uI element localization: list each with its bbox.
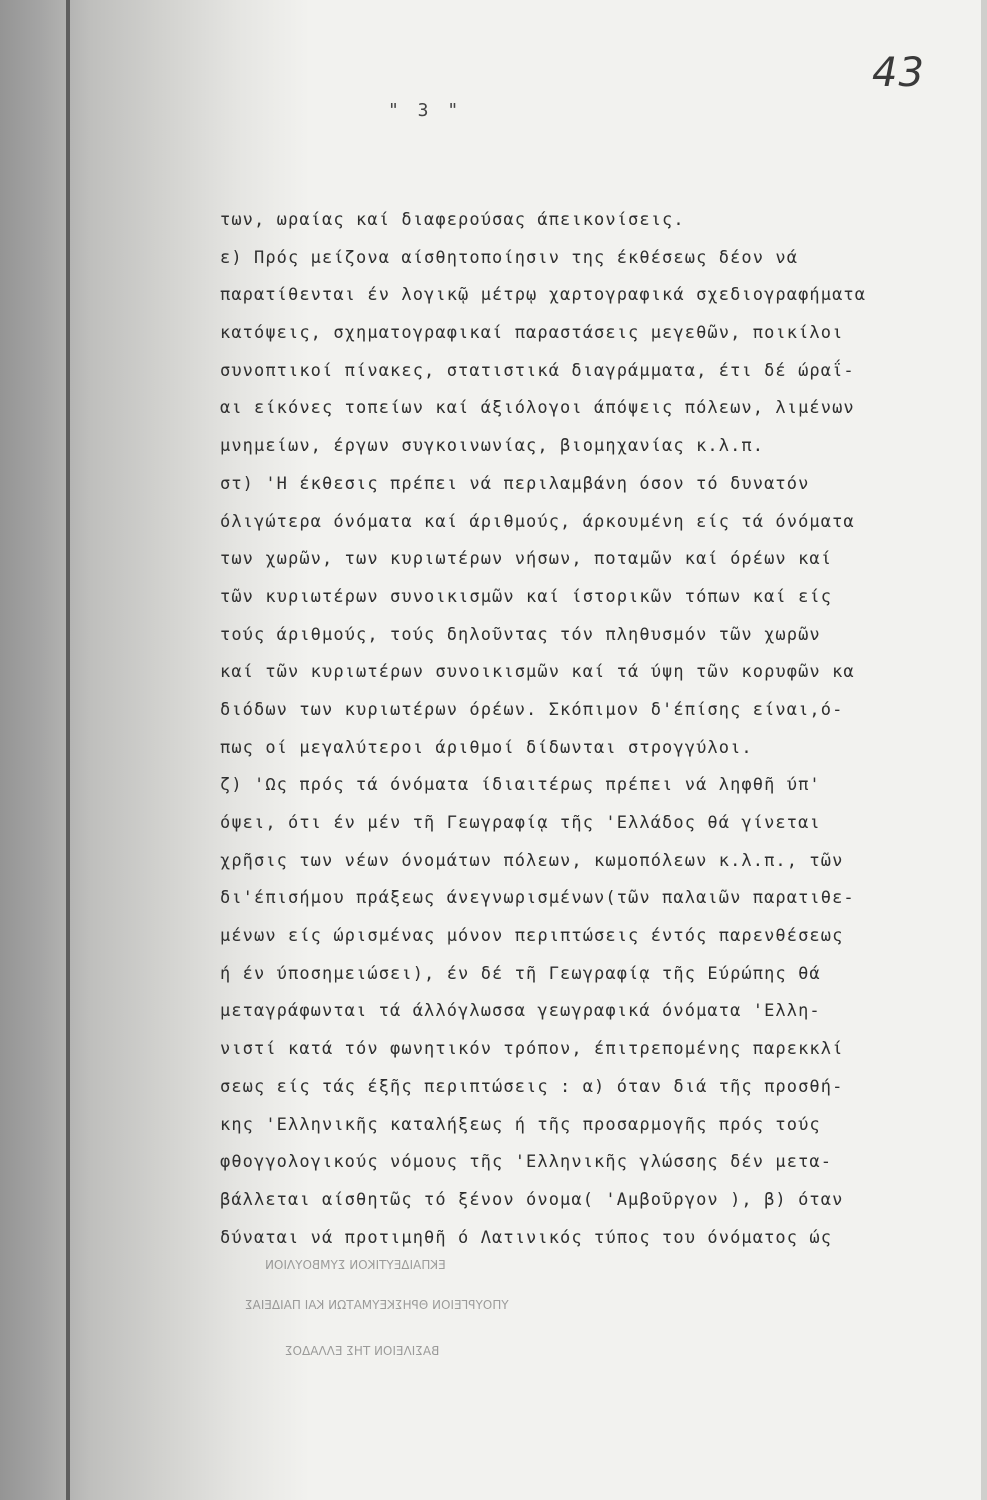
text-line: χρῆσις των νέων όνομάτων πόλεων, κωμοπόλεων κ.λ.π., τῶν (220, 850, 844, 871)
text-line: των χωρῶν, των κυριωτέρων νήσων, ποταμῶν καί όρέων καί (220, 549, 833, 570)
typed-body-text (220, 202, 980, 1257)
official-stamp (245, 1258, 625, 1378)
text-line: μεταγράφωνται τά άλλόγλωσσα γεωγραφικά όνόματα 'Ελλη- (220, 1001, 821, 1022)
text-line: ε) Πρός μείζονα αίσθητοποίησιν της έκθέσεως δέον νά (220, 247, 799, 268)
stamp-line-1: ΕΚΠΑΙΔΕΥΤΙΚΟΝ ΣΥΜΒΟΥΛΙΟΝ (265, 1258, 446, 1272)
text-line: νιστί κατά τόν φωνητικόν τρόπον, έπιτρεπομένης παρεκκλί (220, 1039, 844, 1060)
page-marker: " 3 " (388, 100, 463, 121)
handwritten-page-number: 43 (872, 50, 925, 96)
text-line: κης 'Ελληνικῆς καταλήξεως ή τῆς προσαρμογῆς πρός τούς (220, 1114, 821, 1135)
text-line: συνοπτικοί πίνακες, στατιστικά διαγράμματα, έτι δέ ώραΐ- (220, 360, 855, 381)
text-line: όλιγώτερα όνόματα καί άριθμούς, άρκουμένη είς τά όνόματα (220, 511, 855, 532)
text-line: πως οί μεγαλύτεροι άριθμοί δίδωνται στρογγύλοι. (220, 737, 753, 758)
text-line: στ) 'Η έκθεσις πρέπει νά περιλαμβάνη όσον τό δυνατόν (220, 473, 810, 494)
text-line: ή έν ύποσημειώσει), έν δέ τῆ Γεωγραφίᾳ τῆς Εύρώπης θά (220, 963, 821, 984)
binding-spine-line (66, 0, 70, 1500)
text-line: ζ) 'Ως πρός τά όνόματα ίδιαιτέρως πρέπει νά ληφθῆ ύπ' (220, 775, 821, 796)
text-line: μένων είς ώρισμένας μόνον περιπτώσεις έντός παρενθέσεως (220, 926, 844, 947)
stamp-line-2: ΥΠΟΥΡΓΕΙΟΝ ΘΡΗΣΚΕΥΜΑΤΩΝ ΚΑΙ ΠΑΙΔΕΙΑΣ (245, 1298, 509, 1312)
text-line: τούς άριθμούς, τούς δηλοῦντας τόν πληθυσμόν τῶν χωρῶν (220, 624, 821, 645)
text-line: των, ωραίας καί διαφερούσας άπεικονίσεις. (220, 210, 685, 230)
text-line: μνημείων, έργων συγκοινωνίας, βιομηχανίας κ.λ.π. (220, 436, 765, 457)
text-line: σεως είς τάς έξῆς περιπτώσεις : α) όταν διά τῆς προσθή- (220, 1076, 844, 1097)
text-line: βάλλεται αίσθητῶς τό ξένον όνομα( 'Αμβοῦργον ), β) όταν (220, 1189, 844, 1210)
text-line: δι'έπισήμου πράξεως άνεγνωρισμένων(τῶν παλαιῶν παρατιθε- (220, 888, 855, 909)
text-line: φθογγολογικούς νόμους τῆς 'Ελληνικῆς γλώσσης δέν μετα- (220, 1152, 833, 1173)
text-line: αι είκόνες τοπείων καί άξιόλογοι άπόψεις πόλεων, λιμένων (220, 398, 855, 419)
stamp-line-3: ΒΑΣΙΛΕΙΟΝ ΤΗΣ ΕΛΛΑΔΟΣ (285, 1344, 440, 1358)
page-right-edge (981, 0, 987, 1500)
text-line: διόδων των κυριωτέρων όρέων. Σκόπιμον δ'έπίσης είναι,ό- (220, 699, 844, 720)
text-line: παρατίθενται έν λογικῷ μέτρῳ χαρτογραφικά σχεδιογραφήματα (220, 285, 867, 306)
text-line: δύναται νά προτιμηθῆ ό Λατινικός τύπος του όνόματος ώς (220, 1227, 833, 1248)
text-line: καί τῶν κυριωτέρων συνοικισμῶν καί τά ύψη τῶν κορυφῶν κα (220, 662, 855, 683)
text-line: κατόψεις, σχηματογραφικαί παραστάσεις μεγεθῶν, ποικίλοι (220, 323, 844, 344)
text-line: τῶν κυριωτέρων συνοικισμῶν καί ίστορικῶν τόπων καί είς (220, 586, 833, 607)
text-line: όψει, ότι έν μέν τῆ Γεωγραφίᾳ τῆς 'Ελλάδος θά γίνεται (220, 813, 821, 833)
